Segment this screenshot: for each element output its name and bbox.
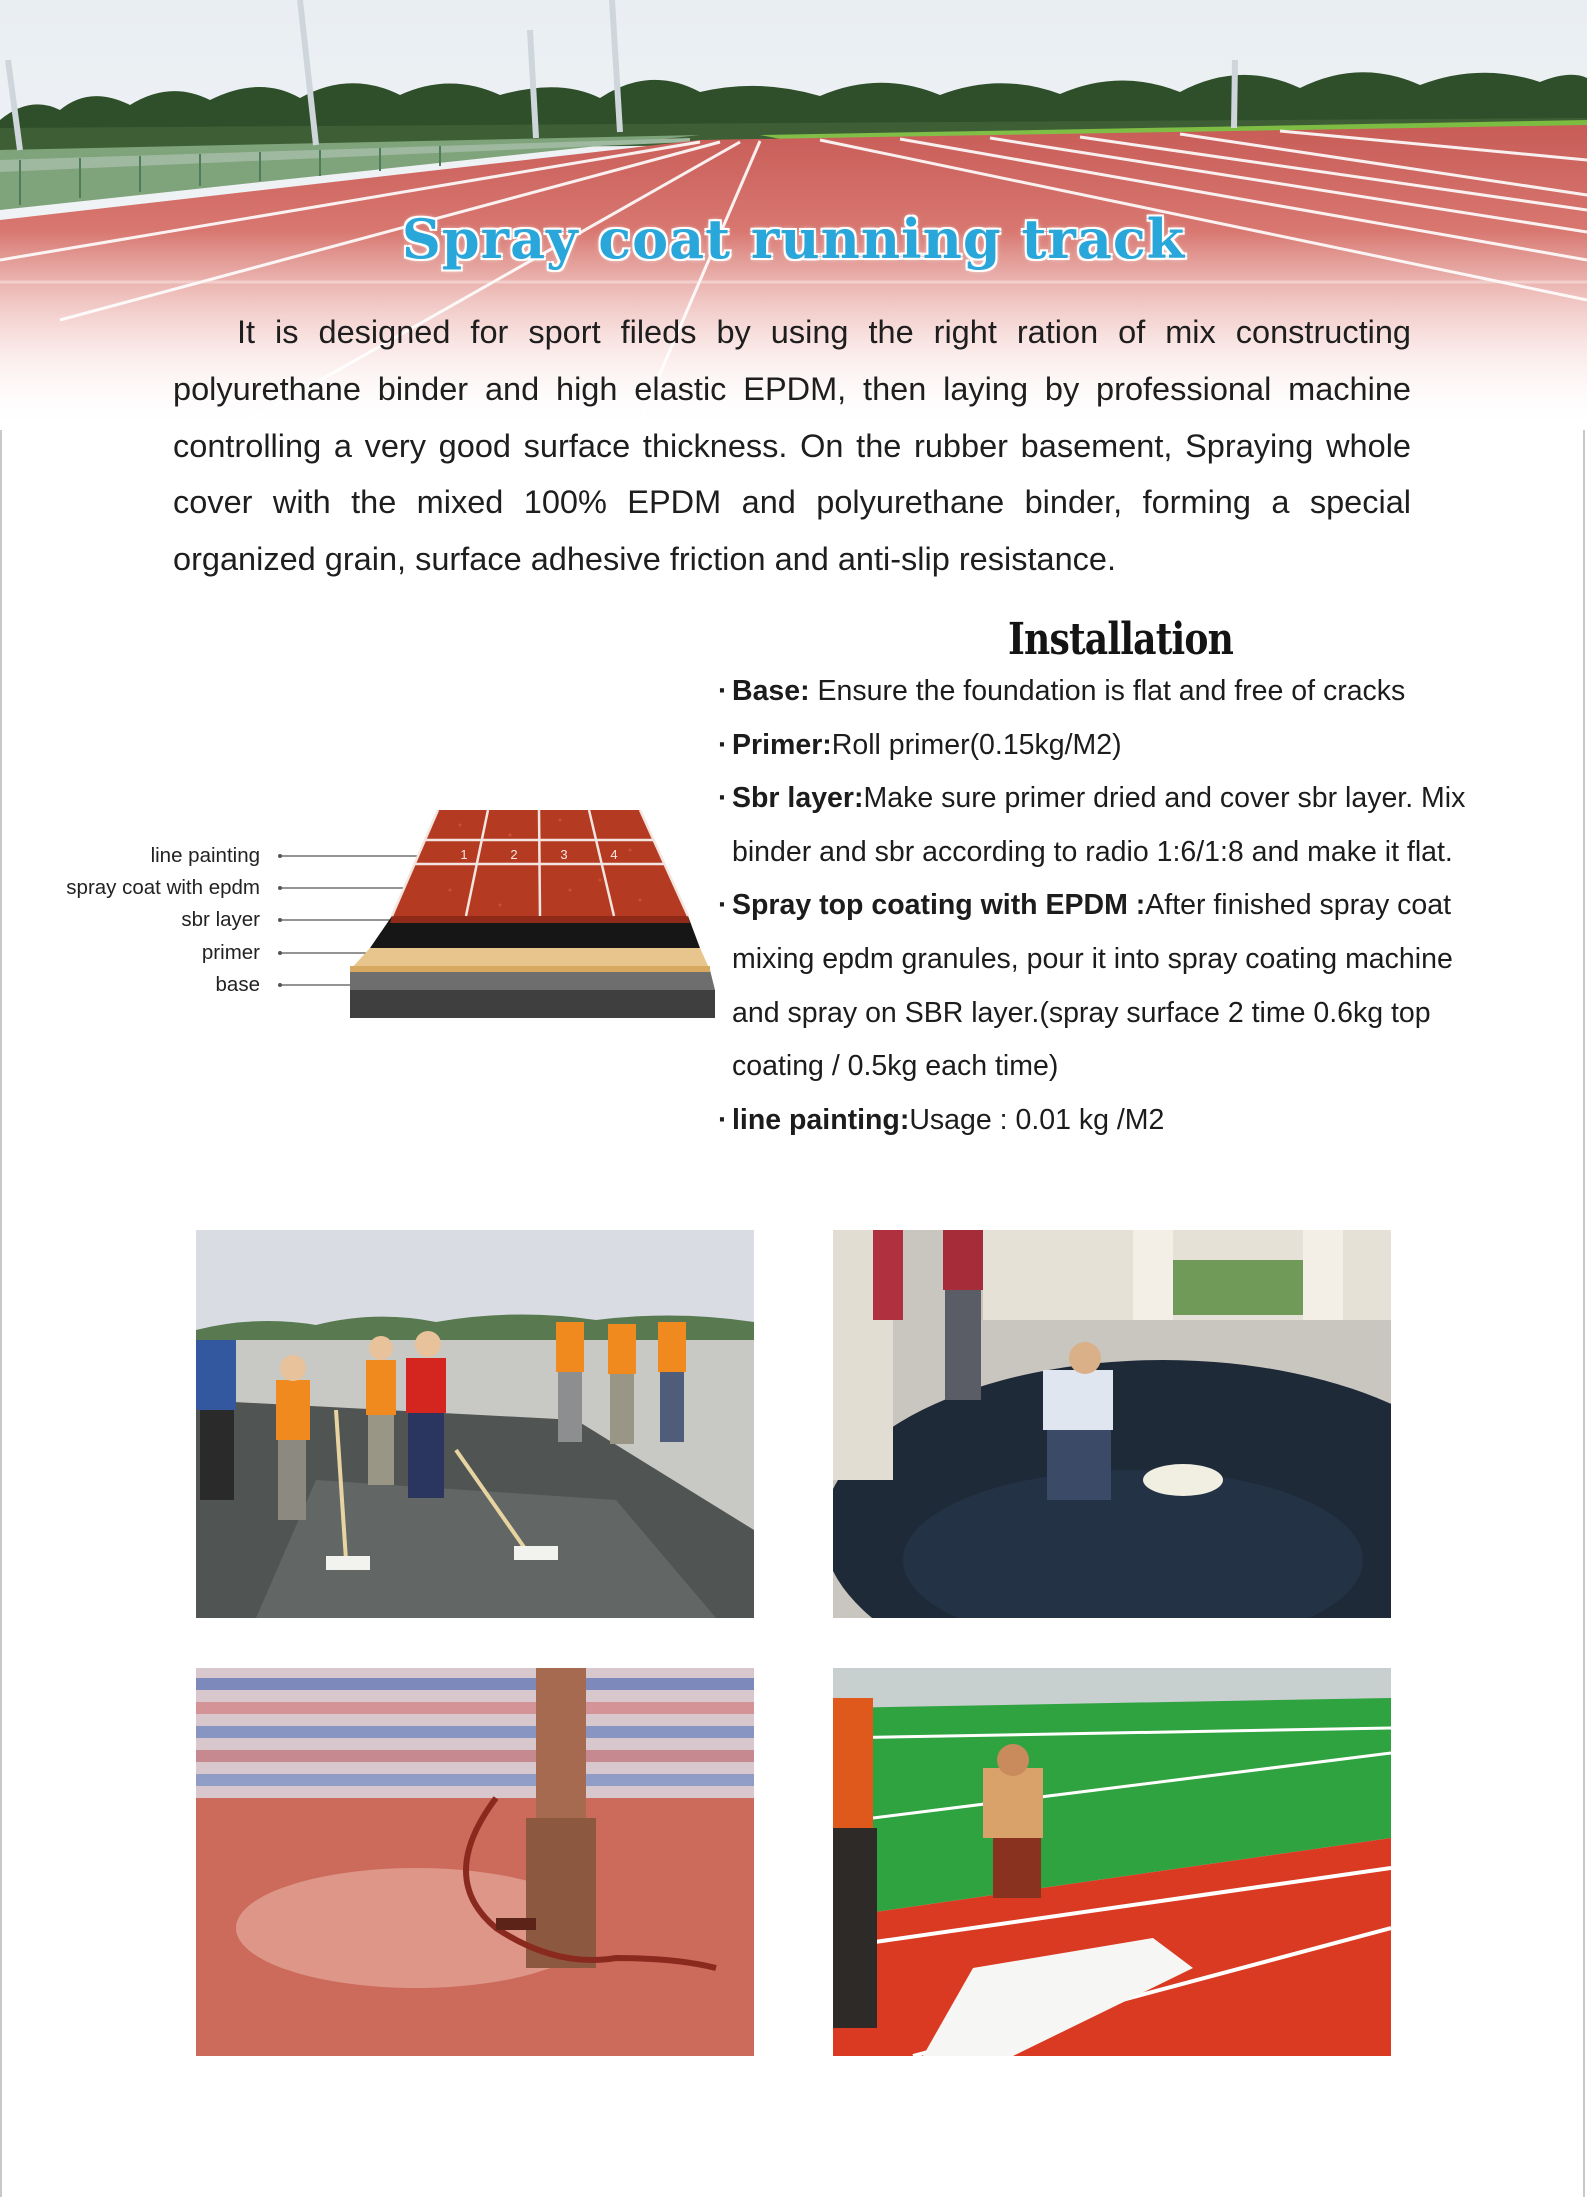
- layer-stack-illustration: [40, 790, 730, 1030]
- step-base: [718, 665, 1498, 719]
- step-spray-top-coating: [718, 879, 1504, 1093]
- installation-heading: Installation: [1008, 614, 1234, 665]
- lane-number: 3: [560, 847, 568, 862]
- step-text: Ensure the foundation is flat and free of cracks: [809, 675, 1406, 707]
- bullet-icon: ·: [718, 782, 728, 815]
- layer-diagram: [40, 790, 730, 1030]
- step-text: After finished spray coat mixing epdm granules, pour it into spray coating machine and spray on SBR layer.(spray surface 2 time 0.6kg top coating / 0.5kg each time): [732, 889, 1453, 1083]
- lane-number: 1: [460, 847, 468, 862]
- lane-number: 4: [610, 847, 618, 862]
- intro-paragraph: It is designed for sport fileds by using the right ration of mix constructing polyurethane binder and high elastic EPDM, then laying by professional machine controlling a very good surface thickness. On the rubber basement, Spraying whole cover with the mixed 100% EPDM and polyurethane binder, forming a special organized grain, surface adhesive friction and anti-slip resistance.: [173, 314, 1411, 578]
- layer-label-primer: primer: [201, 941, 260, 964]
- step-primer: [718, 719, 1498, 773]
- layer-label-line-painting: line painting: [150, 844, 260, 867]
- layer-label-base: base: [215, 973, 260, 996]
- installation-steps: [718, 665, 1498, 1147]
- layer-label-spray-coat: spray coat with epdm: [66, 876, 260, 899]
- bullet-icon: ·: [718, 728, 728, 761]
- page-title: Spray coat running track: [401, 207, 1186, 271]
- step-line-painting: [718, 1094, 1498, 1148]
- line-painting-photo: [833, 1668, 1391, 2056]
- layer-label-sbr: sbr layer: [181, 908, 260, 931]
- bullet-icon: ·: [718, 675, 728, 707]
- step-sbr-layer: [718, 772, 1480, 879]
- step-text: Make sure primer dried and cover sbr layer. Mix binder and sbr according to radio 1:6/1:8 and make it flat.: [732, 782, 1466, 868]
- primer-rolling-photo: [196, 1230, 754, 1618]
- step-label: Base:: [732, 675, 810, 707]
- bullet-icon: ·: [718, 1103, 728, 1136]
- step-label: line painting:: [732, 1103, 910, 1136]
- step-label: Spray top coating with EPDM :: [732, 889, 1146, 922]
- step-label: Sbr layer:: [732, 782, 864, 815]
- sbr-layer-photo: [833, 1230, 1391, 1618]
- bullet-icon: ·: [718, 889, 728, 922]
- step-text: Usage : 0.01 kg /M2: [909, 1103, 1165, 1136]
- lane-number: 2: [510, 847, 518, 862]
- step-text: Roll primer(0.15kg/M2): [831, 728, 1122, 761]
- step-label: Primer:: [732, 728, 832, 761]
- spray-coating-photo: [196, 1668, 754, 2056]
